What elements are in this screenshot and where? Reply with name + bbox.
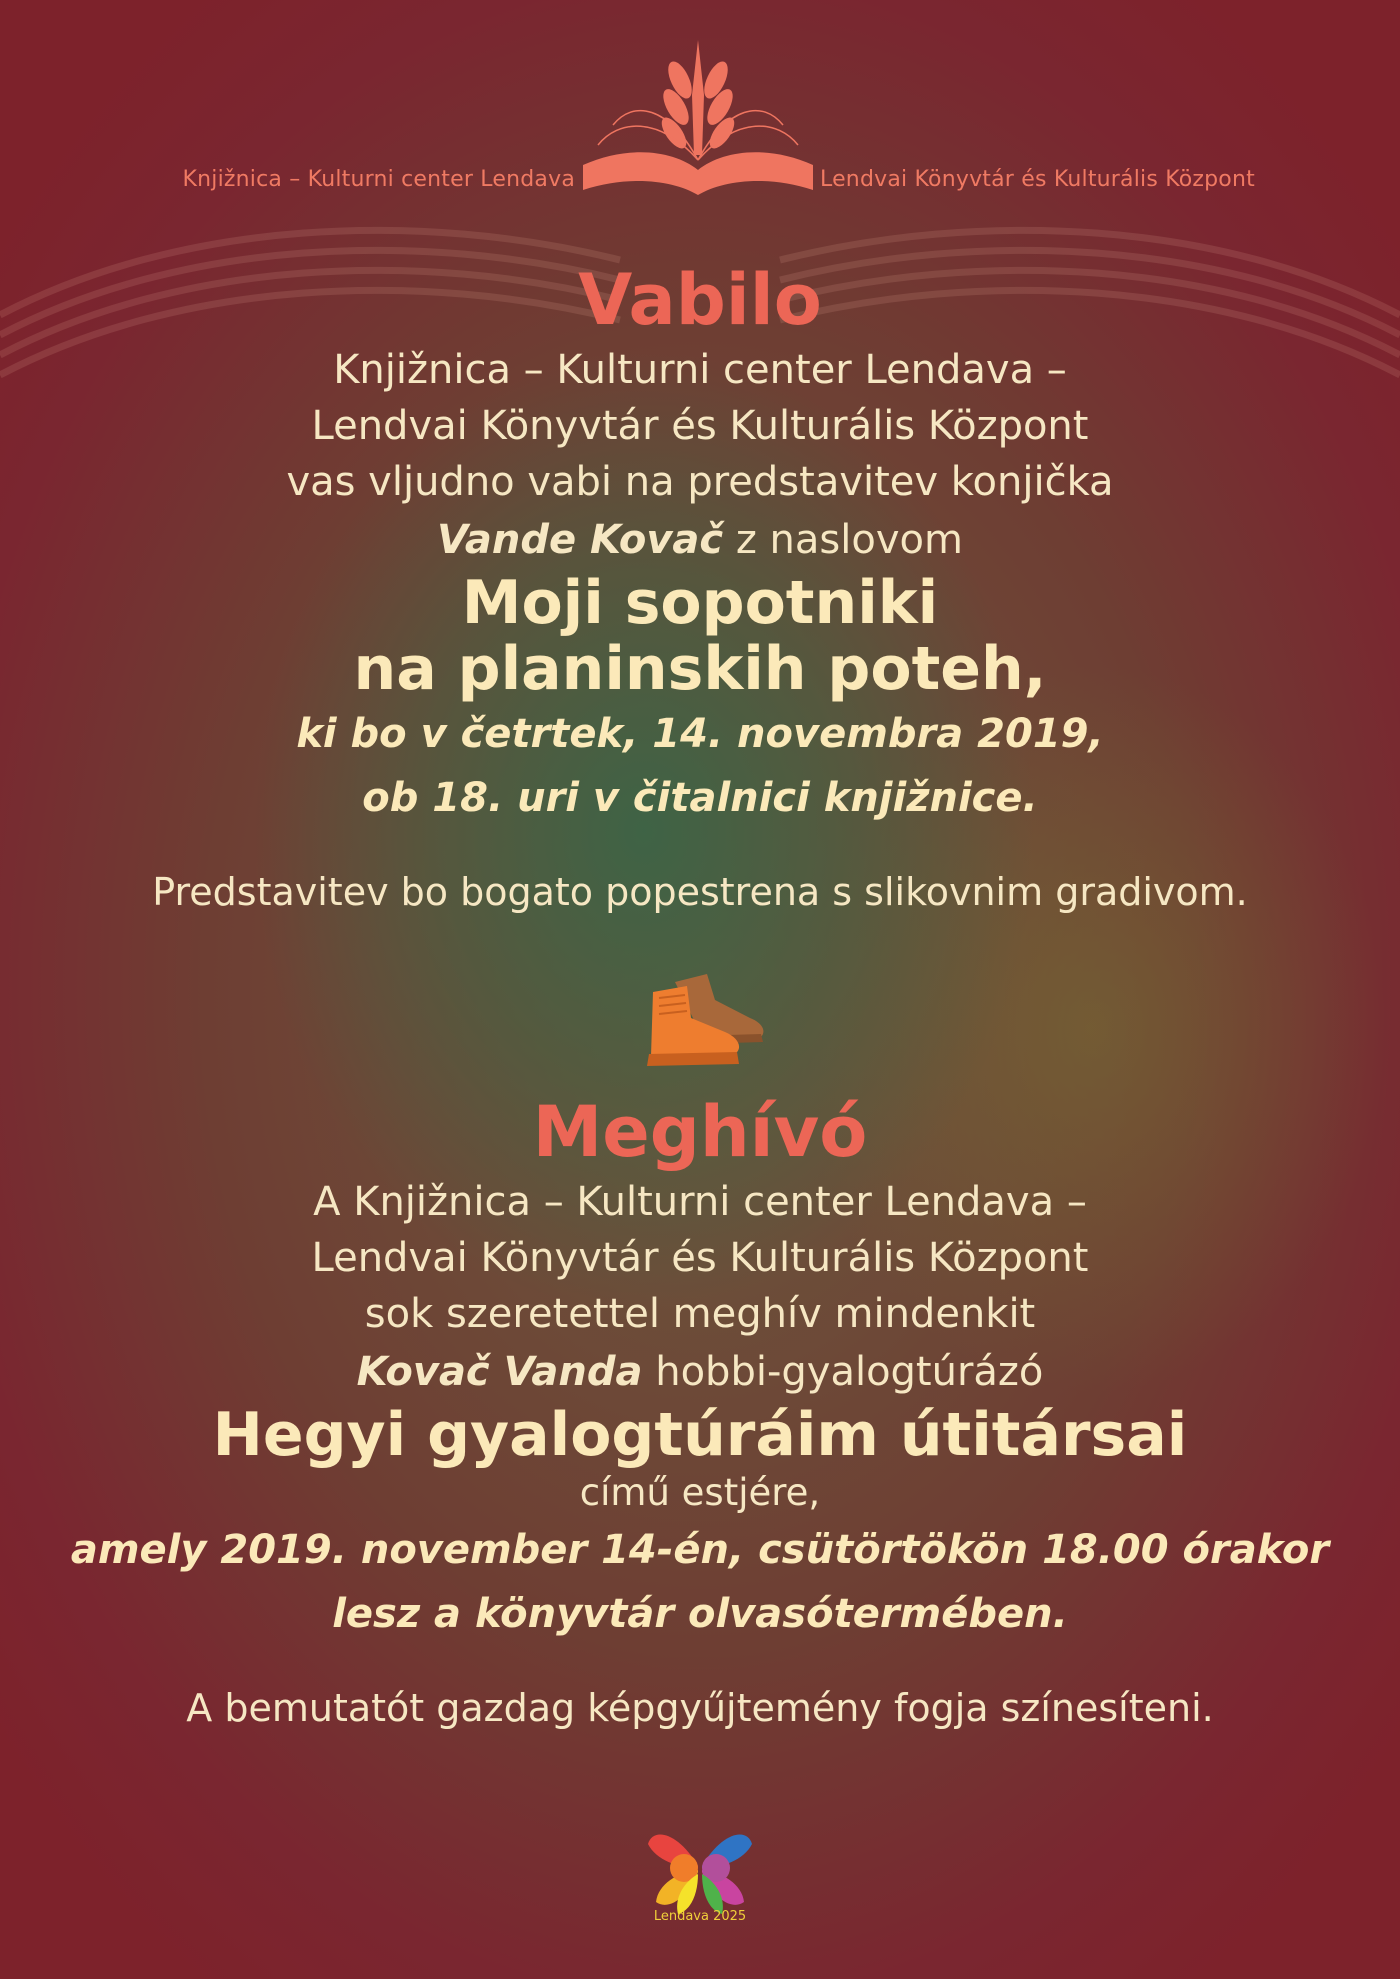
slovene-extra: Predstavitev bo bogato popestrena s slikovnim gradivom.	[152, 870, 1248, 914]
slovene-venue-line: ob 18. uri v čitalnici knjižnice.	[362, 775, 1038, 821]
slovene-line-2: Lendvai Könyvtár és Kulturális Központ	[311, 403, 1089, 449]
hungarian-extra: A bemutatót gazdag képgyűjtemény fogja színesíteni.	[186, 1686, 1214, 1730]
presenter-suffix-hu: hobbi-gyalogtúrázó	[642, 1349, 1044, 1395]
heading-meghivo: Meghívó	[532, 1091, 868, 1173]
slovene-date-line: ki bo v četrtek, 14. novembra 2019,	[296, 711, 1104, 757]
presenter-name-hu: Kovač Vanda	[356, 1349, 643, 1395]
hungarian-line-2: Lendvai Könyvtár és Kulturális Központ	[311, 1235, 1089, 1281]
library-name-slovene: Knjižnica – Kulturni center Lendava	[182, 167, 575, 192]
hungarian-venue-line: lesz a könyvtár olvasótermében.	[332, 1591, 1068, 1637]
hungarian-line-3: sok szeretettel meghív mindenkit	[364, 1291, 1036, 1337]
library-name-hungarian: Lendvai Könyvtár és Kulturális Központ	[820, 167, 1255, 192]
book-wheat-logo-icon	[578, 35, 818, 200]
heading-vabilo: Vabilo	[578, 259, 822, 341]
slovene-line-1: Knjižnica – Kulturni center Lendava –	[333, 347, 1067, 393]
footer-label: Lendava 2025	[653, 1909, 747, 1924]
hungarian-section	[0, 1090, 1400, 1736]
slovene-presenter	[0, 510, 1400, 570]
slovene-title-line-2: na planinskih poteh,	[353, 634, 1047, 704]
slovene-section	[0, 258, 1400, 920]
hiking-boots-icon	[645, 970, 785, 1070]
slovene-title-line-1: Moji sopotniki	[461, 568, 939, 638]
hungarian-date-line: amely 2019. november 14-én, csütörtökön 18.00 órakor	[70, 1527, 1330, 1573]
hungarian-subtitle: című estjére,	[579, 1471, 821, 1514]
presenter-name: Vande Kovač	[437, 517, 724, 563]
hungarian-title: Hegyi gyalogtúráim útitársai	[212, 1400, 1188, 1470]
slovene-line-3: vas vljudno vabi na predstavitev konjička	[286, 459, 1114, 505]
hungarian-presenter	[0, 1342, 1400, 1402]
presenter-suffix: z naslovom	[723, 517, 963, 563]
hungarian-line-1: A Knjižnica – Kulturni center Lendava –	[313, 1179, 1087, 1225]
